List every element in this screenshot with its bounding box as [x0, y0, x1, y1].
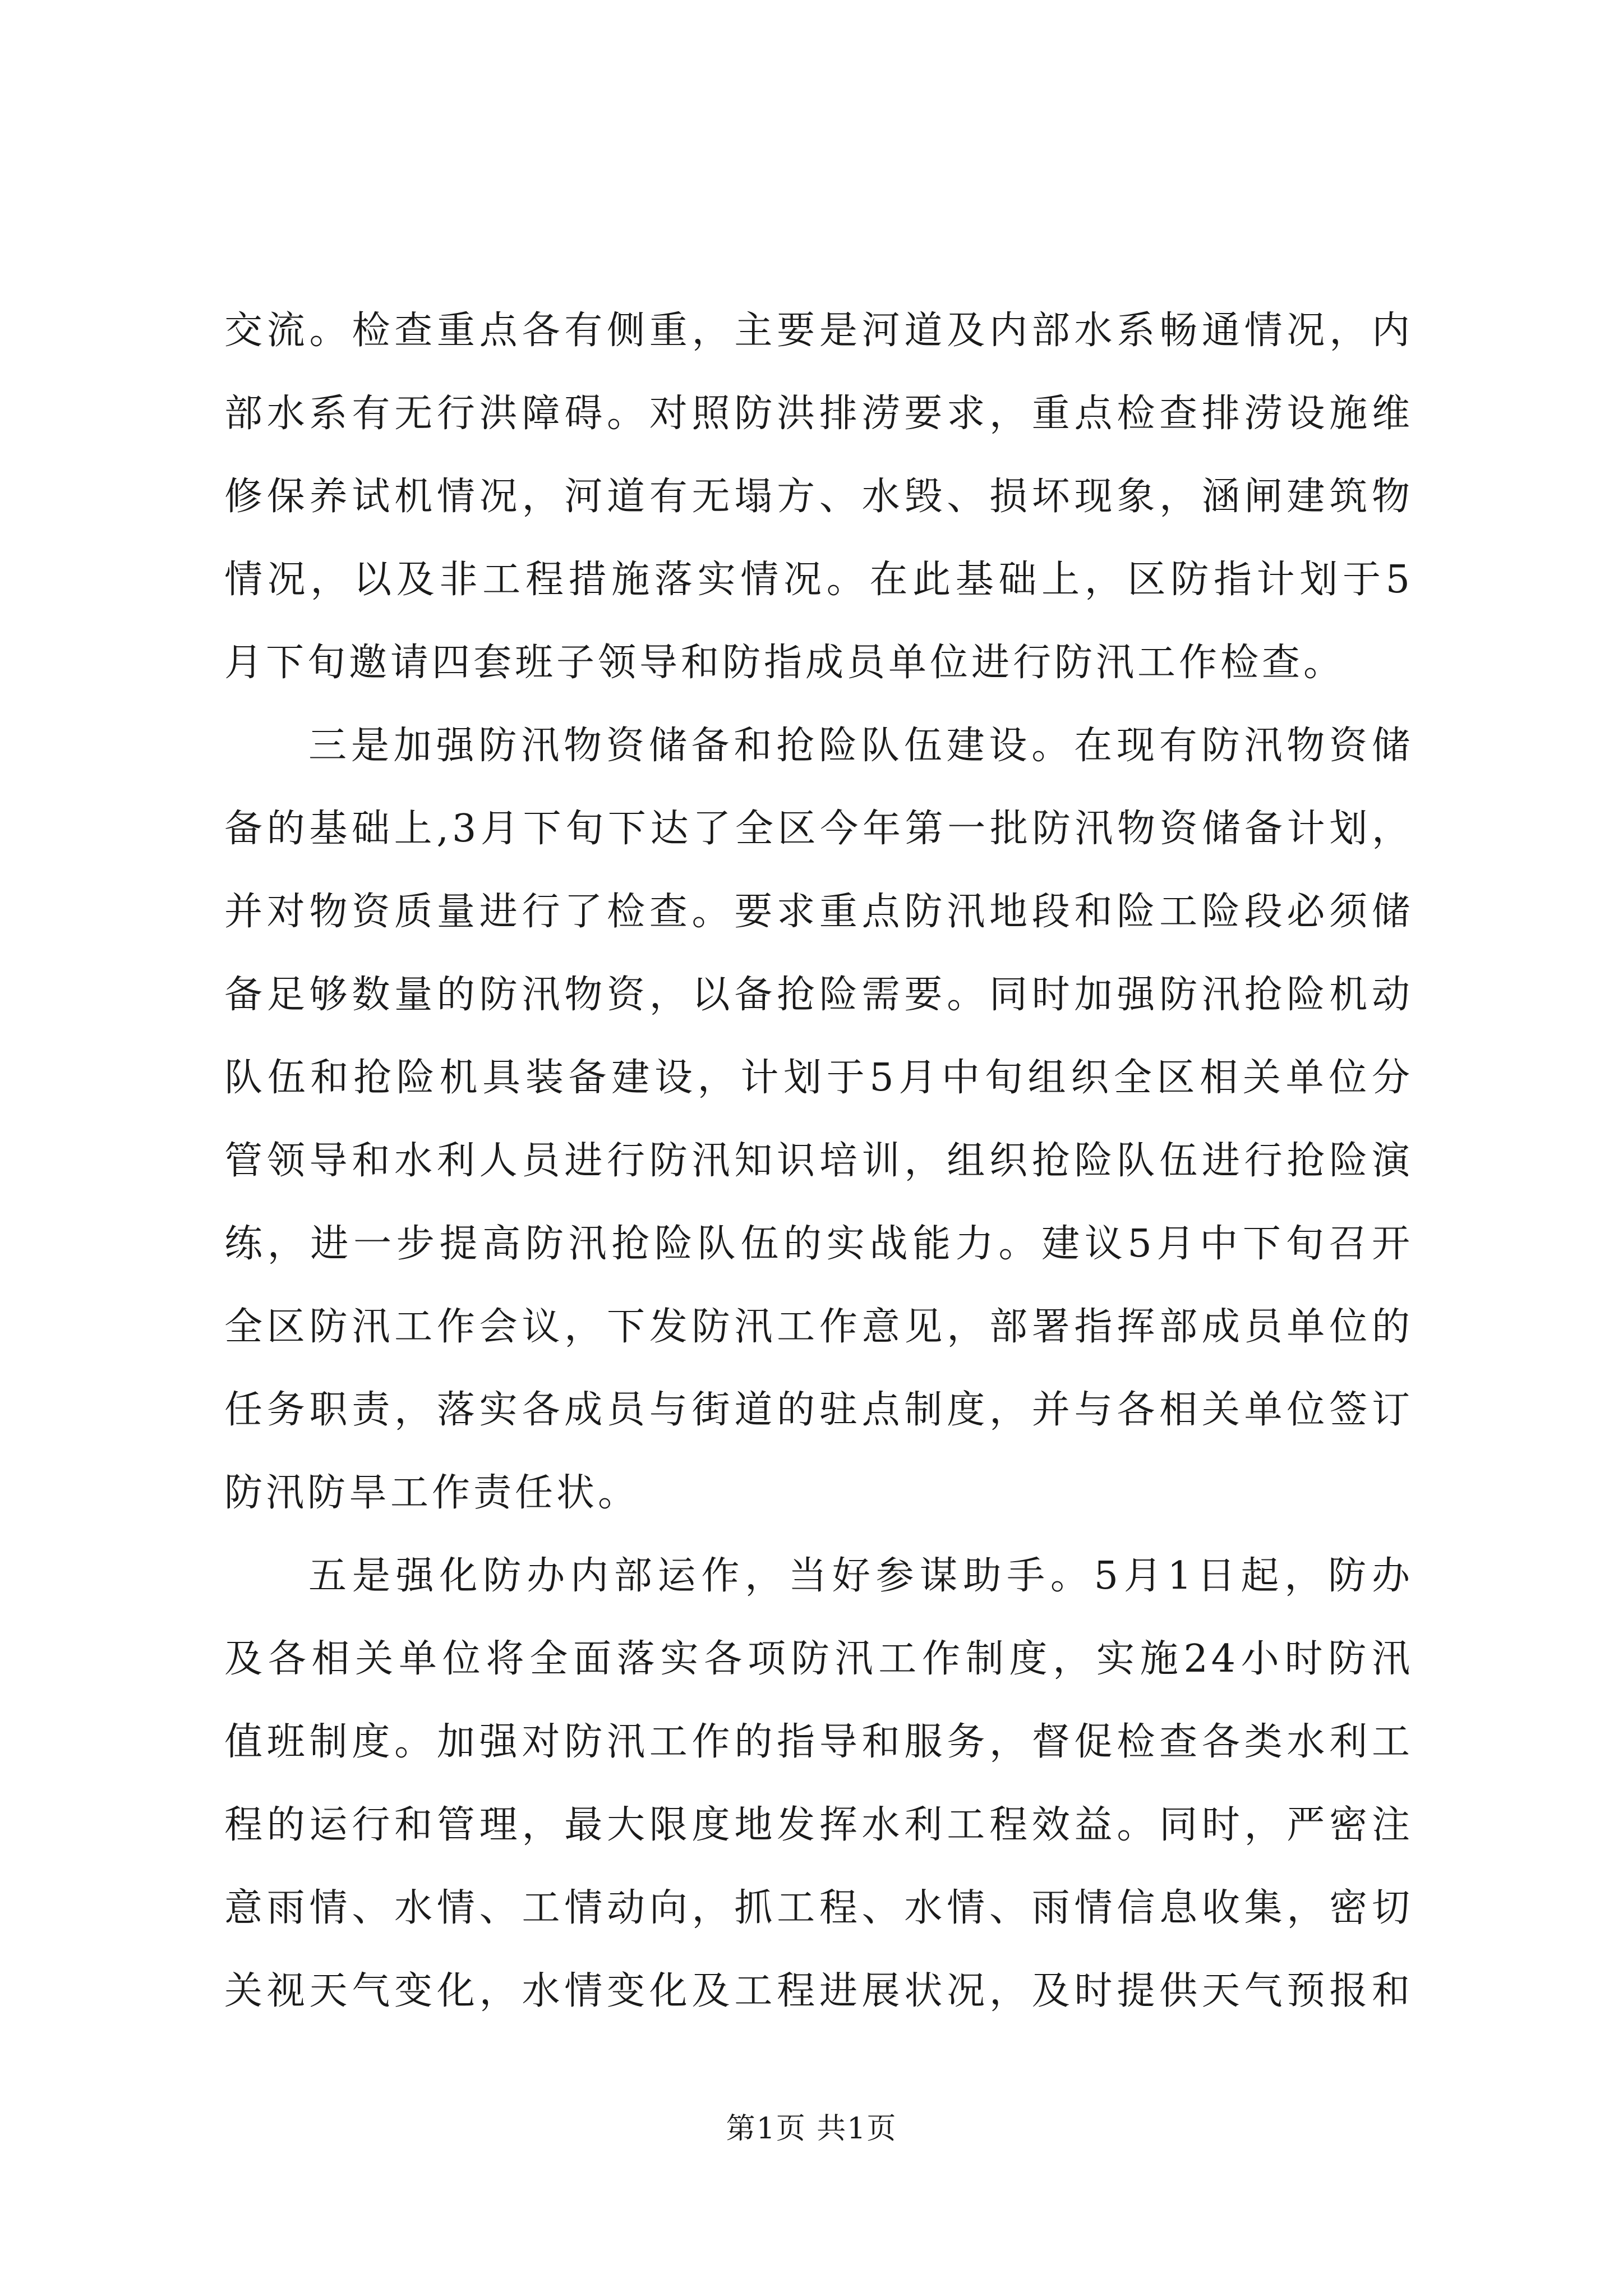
text-line: 练，进一步提高防汛抢险队伍的实战能力。建议5月中下旬召开: [224, 1222, 1413, 1266]
text-line: 及各相关单位将全面落实各项防汛工作制度，实施24小时防汛: [224, 1637, 1413, 1681]
text-line: 意雨情、水情、工情动向，抓工程、水情、雨情信息收集，密切: [224, 1886, 1413, 1930]
text-line: 备的基础上,3月下旬下达了全区今年第一批防汛物资储备计划，: [224, 807, 1413, 851]
text-line: 关视天气变化，水情变化及工程进展状况，及时提供天气预报和: [224, 1969, 1413, 2013]
paragraph-1: [224, 289, 1413, 705]
text-line: 全区防汛工作会议，下发防汛工作意见，部署指挥部成员单位的: [224, 1305, 1413, 1349]
text-line: 交流。检查重点各有侧重，主要是河道及内部水系畅通情况，内: [224, 309, 1413, 353]
paragraph-3: [224, 1535, 1413, 2033]
text-line: 五是强化防办内部运作，当好参谋助手。5月1日起，防办: [308, 1554, 1413, 1598]
text-line: 三是加强防汛物资储备和抢险队伍建设。在现有防汛物资储: [308, 724, 1413, 768]
text-line: 程的运行和管理，最大限度地发挥水利工程效益。同时，严密注: [224, 1803, 1413, 1847]
text-line: 队伍和抢险机具装备建设，计划于5月中旬组织全区相关单位分: [224, 1056, 1413, 1100]
text-line: 备足够数量的防汛物资，以备抢险需要。同时加强防汛抢险机动: [224, 973, 1413, 1017]
text-line: 值班制度。加强对防汛工作的指导和服务，督促检查各类水利工: [224, 1720, 1413, 1764]
text-line: 任务职责，落实各成员与街道的驻点制度，并与各相关单位签订: [224, 1388, 1413, 1432]
page-number-footer: 第1页 共1页: [726, 2112, 897, 2146]
text-line: 情况，以及非工程措施落实情况。在此基础上，区防指计划于5: [224, 558, 1413, 602]
text-line: 管领导和水利人员进行防汛知识培训，组织抢险队伍进行抢险演: [224, 1139, 1413, 1183]
text-line: 修保养试机情况，河道有无塌方、水毁、损坏现象，涵闸建筑物: [224, 475, 1413, 519]
document-body: [224, 289, 1413, 2033]
paragraph-2: [224, 705, 1413, 1535]
text-line: 部水系有无行洪障碍。对照防洪排涝要求，重点检查排涝设施维: [224, 392, 1413, 436]
text-line: 月下旬邀请四套班子领导和防指成员单位进行防汛工作检查。: [224, 641, 1345, 685]
text-line: 防汛防旱工作责任状。: [224, 1471, 640, 1515]
text-line: 并对物资质量进行了检查。要求重点防汛地段和险工险段必须储: [224, 890, 1413, 934]
